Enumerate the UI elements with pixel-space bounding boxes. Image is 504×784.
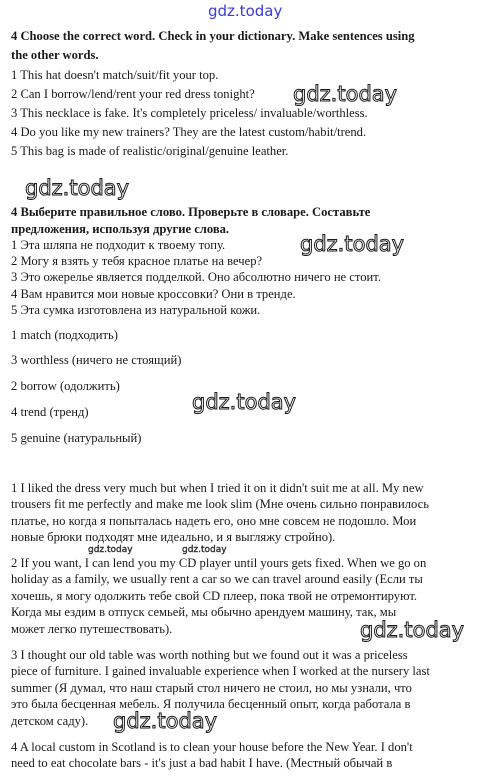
sentence-line: может легко путешествовать). [11,622,173,636]
sentence-line: piece of furniture. I gained invaluable experience when I worked at the nursery last [11,664,430,678]
sentence-line: хочешь, я могу одолжить тебе свой CD плеер, пока твой не отремонтируют. [11,589,418,603]
sentence-line: Когда мы ездим в отпуск семьей, мы обычно арендуем машину, так, мы [11,605,397,619]
answer-item: 1 match (подходить) [11,328,118,342]
sentence-line: trousers fit me perfectly and make me look slim (Мне очень сильно понравилось [11,497,429,511]
watermark: gdz.today [293,82,398,106]
watermark: gdz.today [192,390,297,414]
watermark: gdz.today [360,618,465,642]
exercise-item-en: 2 Can I borrow/lend/rent your red dress tonight? [11,87,255,101]
sentence-line: holiday as a family, we usually rent a car so we can travel around easily (Если ты [11,572,423,586]
exercise-item-ru: 1 Эта шляпа не подходит к твоему топу. [11,238,226,252]
watermark-small: gdz.today [182,545,227,555]
exercise-item-ru: 5 Эта сумка изготовлена из натуральной кожи. [11,303,261,317]
exercise-item-en: 3 This necklace is fake. It's completely priceless/ invaluable/worthless. [11,106,368,120]
sentence-line: summer (Я думал, что наш старый стол ничего не стоил, но мы узнали, что [11,681,412,695]
watermark-small: gdz.today [88,545,133,555]
sentence-line: это была бесценная мебель. Я получила бесценный опыт, когда работала в [11,697,411,711]
watermark: gdz.today [300,232,405,256]
exercise-heading-ru: 4 Выберите правильное слово. Проверьте в словаре. Составьте [11,205,371,219]
exercise-item-ru: 3 Это ожерелье является подделкой. Оно абсолютно ничего не стоит. [11,270,381,284]
answer-item: 5 genuine (натуральный) [11,431,142,445]
sentence-line: новые брюки подходят мне идеально, и я выгляжу стройно). [11,530,336,544]
sentence-line: 3 I thought our old table was worth nothing but we found out it was a priceless [11,648,408,662]
exercise-heading-ru-cont: предложения, используя другие слова. [11,222,230,236]
exercise-item-en: 4 Do you like my new trainers? They are the latest custom/habit/trend. [11,125,367,139]
sentence-line: 4 A local custom in Scotland is to clean your house before the New Year. I don't [11,740,413,754]
watermark: gdz.today [25,176,130,200]
answer-item: 4 trend (тренд) [11,405,89,419]
watermark: gdz.today [113,709,218,733]
exercise-heading-en-cont: the other words. [11,48,99,62]
exercise-item-en: 1 This hat doesn't match/suit/fit your top. [11,68,219,82]
watermark-top: gdz.today [208,2,283,20]
exercise-item-ru: 2 Могу я взять у тебя красное платье на вечер? [11,254,263,268]
answer-item: 2 borrow (одолжить) [11,379,120,393]
sentence-line: платье, но когда я попыталась надеть его, оно мне совсем не подошло. Мои [11,514,417,528]
exercise-item-ru: 4 Вам нравится мои новые кроссовки? Они в тренде. [11,287,296,301]
answer-item: 3 worthless (ничего не стоящий) [11,353,182,367]
exercise-item-en: 5 This bag is made of realistic/original/genuine leather. [11,144,289,158]
sentence-line: 1 I liked the dress very much but when I tried it on it didn't suit me at all. My new [11,481,424,495]
sentence-line: детском саду). [11,714,89,728]
sentence-line: need to eat chocolate bars - it's just a bad habit I have. (Местный обычай в [11,756,393,770]
exercise-heading-en: 4 Choose the correct word. Check in your dictionary. Make sentences using [11,29,415,43]
sentence-line: 2 If you want, I can lend you my CD player until yours gets fixed. When we go on [11,556,427,570]
